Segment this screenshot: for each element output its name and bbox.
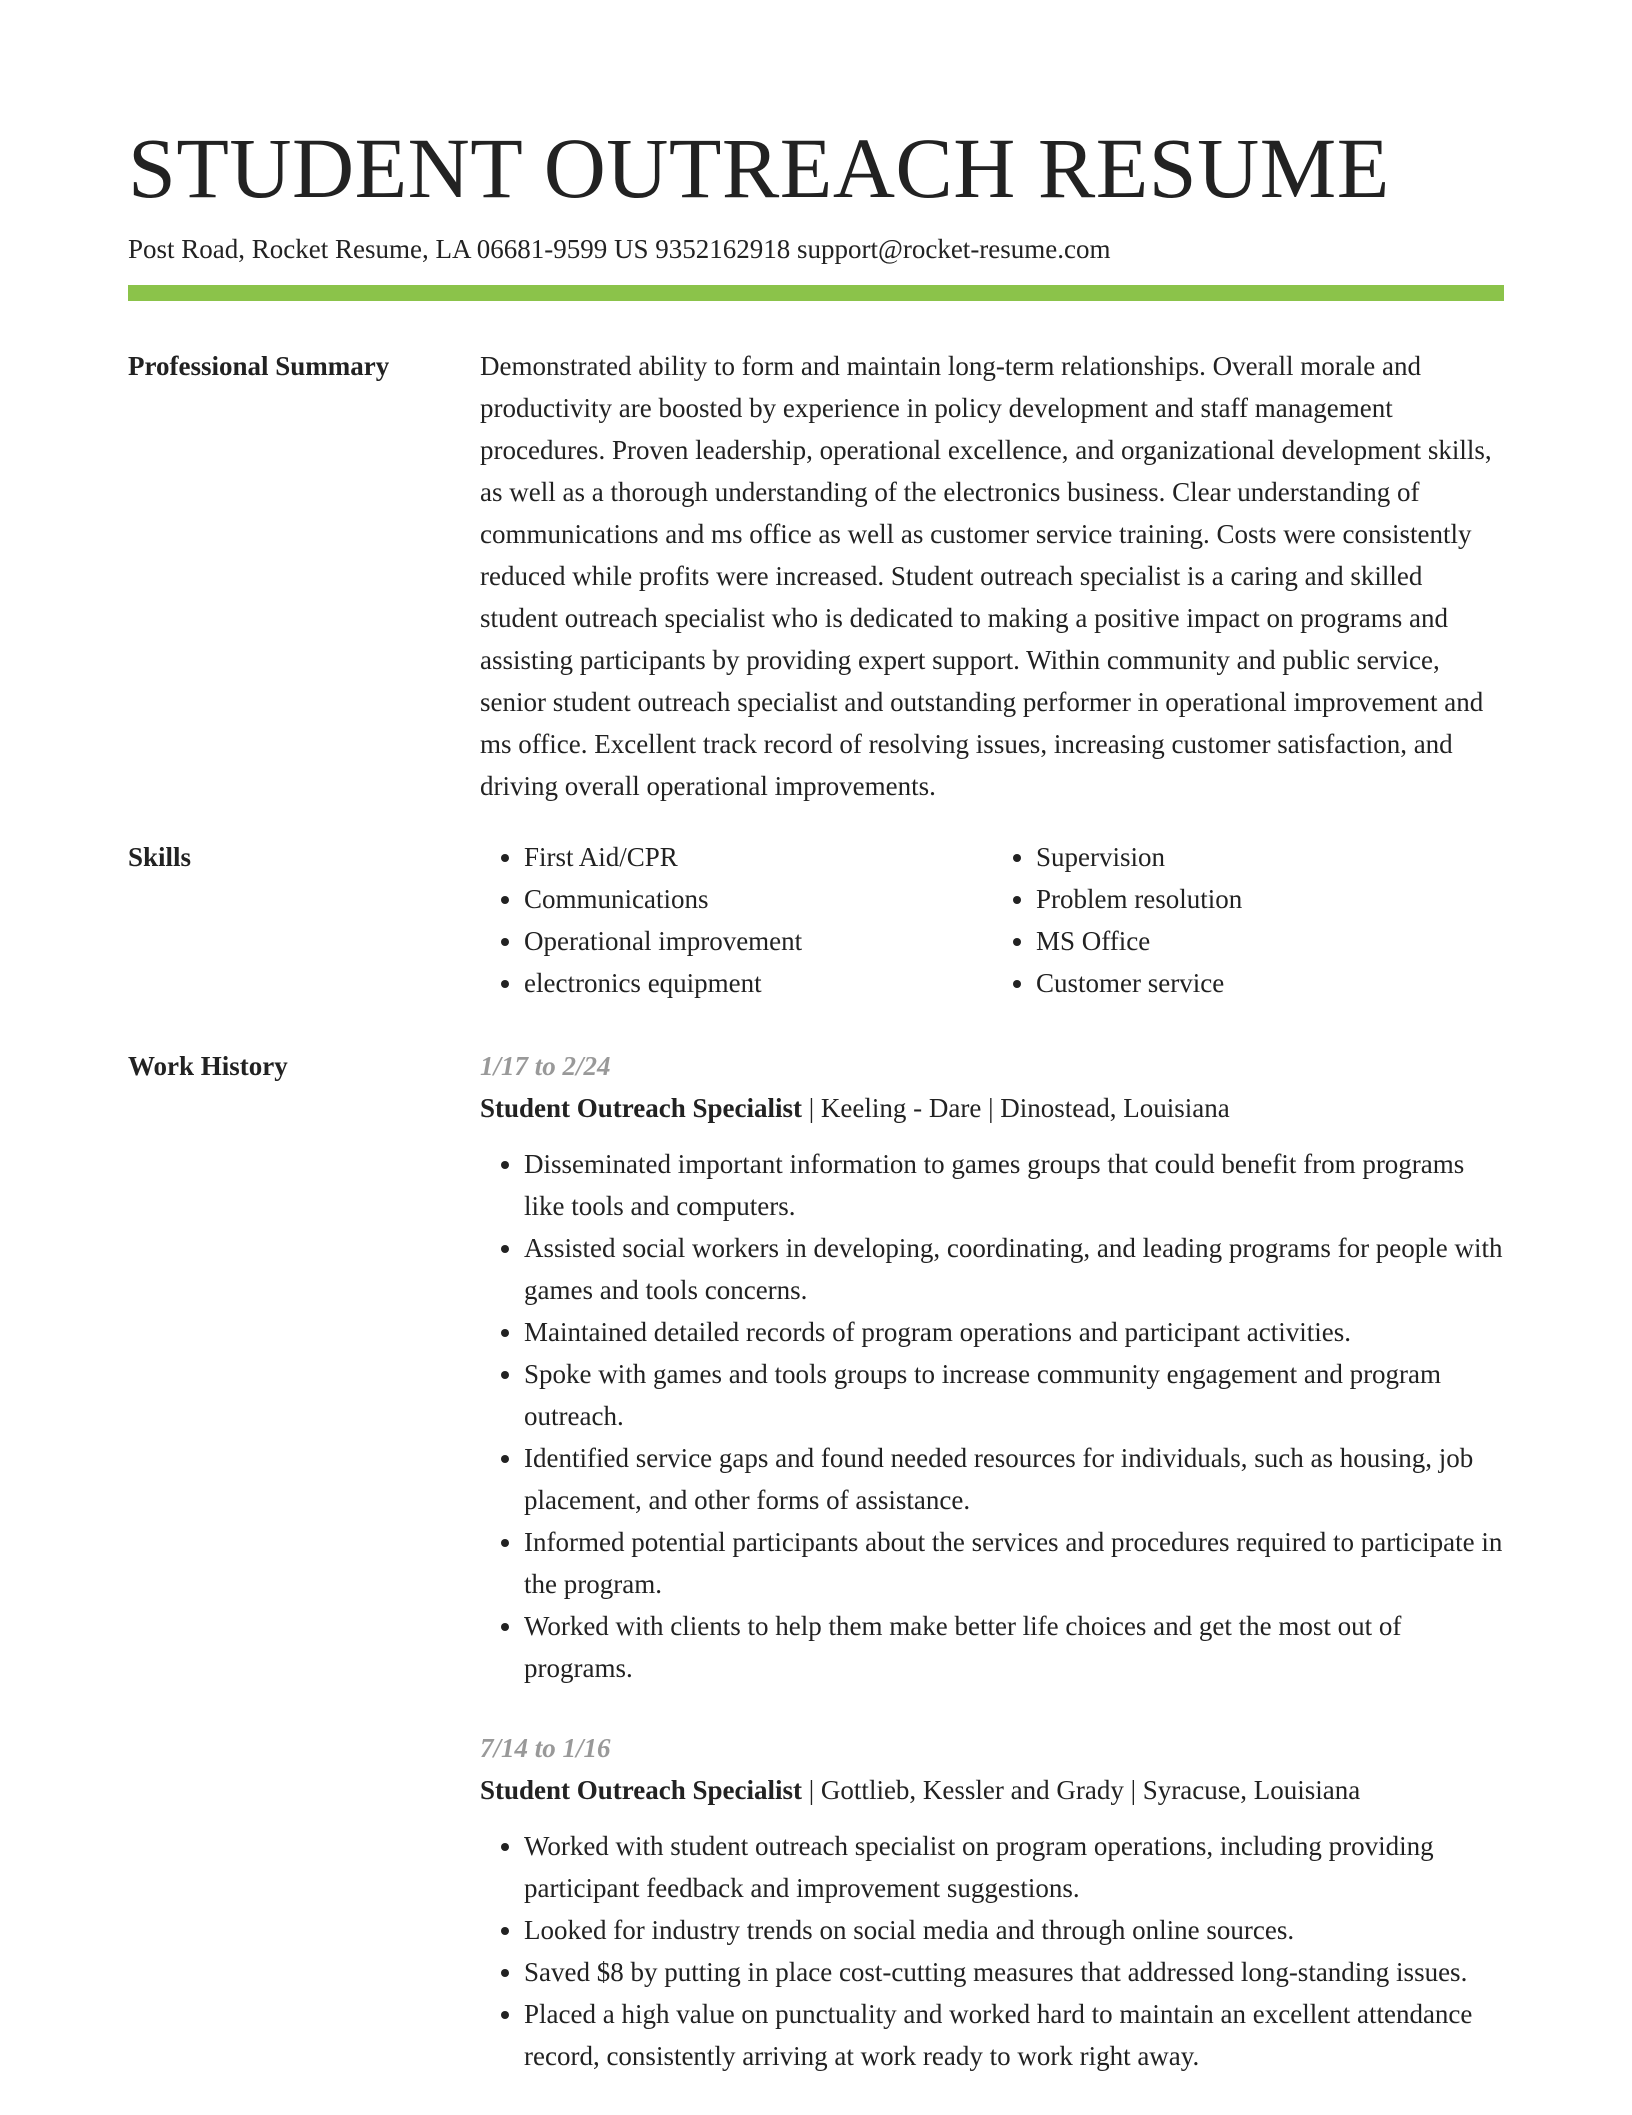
job-bullet-list bbox=[480, 1143, 1504, 1689]
skill-item: • First Aid/CPR bbox=[524, 836, 992, 878]
skill-item: • Customer service bbox=[1036, 962, 1504, 1004]
job-dates: 7/14 to 1/16 bbox=[480, 1733, 611, 1763]
skill-item: • Operational improvement bbox=[524, 920, 992, 962]
skill-item: • Communications bbox=[524, 878, 992, 920]
summary-text: Demonstrated ability to form and maintain long-term relationships. Overall morale and productivity are boosted by experience in policy development and staff management procedures. Proven leadership, operational excellence, and organizational development skills, as well as a thorough understanding of the electronics business. Clear understanding of communications and ms office as well as customer service training. Costs were consistently reduced while profits were increased. Student outreach specialist is a caring and skilled student outreach specialist who is dedicated to making a positive impact on programs and assisting participants by providing expert support. Within community and public service, senior student outreach specialist and outstanding performer in operational improvement and ms office. Excellent track record of resolving issues, increasing customer satisfaction, and driving overall operational improvements. bbox=[480, 351, 1492, 801]
section-label-skills: Skills bbox=[128, 842, 192, 872]
job-bullet: • Assisted social workers in developing, coordinating, and leading programs for people with games and tools concerns. bbox=[524, 1227, 1504, 1311]
job-bullet: • Worked with clients to help them make better life choices and get the most out of programs. bbox=[524, 1605, 1504, 1689]
job-bullet: • Spoke with games and tools groups to increase community engagement and program outreach. bbox=[524, 1353, 1504, 1437]
job-bullet: • Placed a high value on punctuality and worked hard to maintain an excellent attendance record, consistently arriving at work ready to work right away. bbox=[524, 1993, 1504, 2077]
section-label-work-history: Work History bbox=[128, 1051, 288, 1081]
job-dates: 1/17 to 2/24 bbox=[480, 1051, 611, 1081]
skills-list-right bbox=[992, 836, 1504, 1004]
job-bullet: • Worked with student outreach specialist on program operations, including providing participant feedback and improvement suggestions. bbox=[524, 1825, 1504, 1909]
summary-body bbox=[480, 345, 1504, 807]
job-bullet: • Informed potential participants about the services and procedures required to participate in the program. bbox=[524, 1521, 1504, 1605]
work-history-body bbox=[480, 1045, 1504, 2115]
job-bullet: • Disseminated important information to games groups that could benefit from programs like tools and computers. bbox=[524, 1143, 1504, 1227]
header-divider bbox=[128, 285, 1504, 301]
resume-title: STUDENT OUTREACH RESUME bbox=[128, 120, 1390, 216]
job-title: Student Outreach Specialist bbox=[480, 1093, 803, 1123]
skills-list-left bbox=[480, 836, 992, 1004]
job-heading bbox=[480, 1769, 1504, 1811]
section-label-summary: Professional Summary bbox=[128, 351, 390, 381]
skill-item: • MS Office bbox=[1036, 920, 1504, 962]
job-title: Student Outreach Specialist bbox=[480, 1775, 803, 1805]
contact-line: Post Road, Rocket Resume, LA 06681-9599 US 9352162918 support@rocket-resume.com bbox=[128, 234, 1111, 264]
job-bullet: • Saved $8 by putting in place cost-cutting measures that addressed long-standing issues. bbox=[524, 1951, 1504, 1993]
job-bullet: • Identified service gaps and found needed resources for individuals, such as housing, job placement, and other forms of assistance. bbox=[524, 1437, 1504, 1521]
job-bullet: • Maintained detailed records of program operations and participant activities. bbox=[524, 1311, 1504, 1353]
job-entry bbox=[480, 1045, 1504, 1689]
job-details: | Keeling - Dare | Dinostead, Louisiana bbox=[802, 1093, 1230, 1123]
job-bullet-list bbox=[480, 1825, 1504, 2077]
job-entry bbox=[480, 1727, 1504, 2077]
skills-body bbox=[480, 836, 1504, 1004]
job-heading bbox=[480, 1087, 1504, 1129]
skill-item: • electronics equipment bbox=[524, 962, 992, 1004]
skill-item: • Supervision bbox=[1036, 836, 1504, 878]
job-details: | Gottlieb, Kessler and Grady | Syracuse, Louisiana bbox=[802, 1775, 1361, 1805]
job-bullet: • Looked for industry trends on social media and through online sources. bbox=[524, 1909, 1504, 1951]
skill-item: • Problem resolution bbox=[1036, 878, 1504, 920]
